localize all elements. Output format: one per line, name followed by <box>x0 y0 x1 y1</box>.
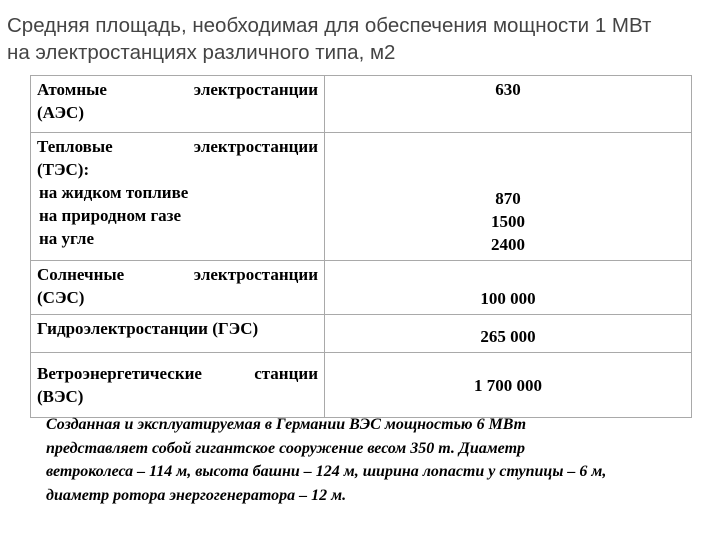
label-word: Солнечные <box>37 265 125 284</box>
label-word: электростанции <box>193 80 318 99</box>
label-word: электростанции <box>193 265 318 284</box>
table-row <box>31 133 692 261</box>
row-label-nuclear <box>31 76 325 133</box>
note-line-4: диаметр ротора энергогенератора – 12 м. <box>46 486 347 504</box>
label-word: Ветроэнергетические <box>37 364 202 383</box>
note-line-1: Созданная и эксплуатируемая в Германии ВЭС мощностью 6 МВт <box>46 416 527 433</box>
value-coal: 2400 <box>491 235 525 254</box>
label-abbr: (ТЭС): <box>37 160 90 179</box>
row-value-nuclear: 630 <box>325 76 692 133</box>
label-word: Тепловые <box>37 137 113 156</box>
row-label-wind <box>31 353 325 418</box>
title-line-2: на электростанциях различного типа, м2 <box>7 41 396 64</box>
thermal-liquid-fuel: на жидком топливе <box>39 183 189 202</box>
label-abbr: (ВЭС) <box>37 387 84 406</box>
table-row <box>31 353 692 418</box>
row-value-hydro: 265 000 <box>325 315 692 353</box>
title-line-1: Средняя площадь, необходимая для обеспечения мощности 1 МВт <box>7 14 652 37</box>
row-label-thermal <box>31 133 325 261</box>
note-line-3: ветроколеса – 114 м, высота башни – 124 м, ширина лопасти у ступицы – 6 м, <box>46 463 607 480</box>
row-value-solar: 100 000 <box>325 261 692 315</box>
thermal-natural-gas: на природном газе <box>39 206 182 225</box>
page-title <box>7 12 713 66</box>
table-row <box>31 315 692 353</box>
row-label-hydro: Гидроэлектростанции (ГЭС) <box>31 315 325 353</box>
table-row <box>31 76 692 133</box>
row-value-thermal <box>325 133 692 261</box>
power-plant-area-table <box>30 75 692 418</box>
label-word: станции <box>254 364 318 383</box>
value-liquid-fuel: 870 <box>495 189 521 208</box>
note-line-2: представляет собой гигантское сооружение весом 350 т. Диаметр <box>46 439 526 457</box>
row-value-wind: 1 700 000 <box>325 353 692 418</box>
row-label-solar <box>31 261 325 315</box>
label-abbr: (СЭС) <box>37 288 85 307</box>
table-row <box>31 261 692 315</box>
label-abbr: (АЭС) <box>37 103 84 122</box>
label-word: Атомные <box>37 80 107 99</box>
thermal-coal: на угле <box>39 229 94 248</box>
value-natural-gas: 1500 <box>491 212 525 231</box>
wind-turbine-note <box>46 413 706 507</box>
label-word: электростанции <box>193 137 318 156</box>
